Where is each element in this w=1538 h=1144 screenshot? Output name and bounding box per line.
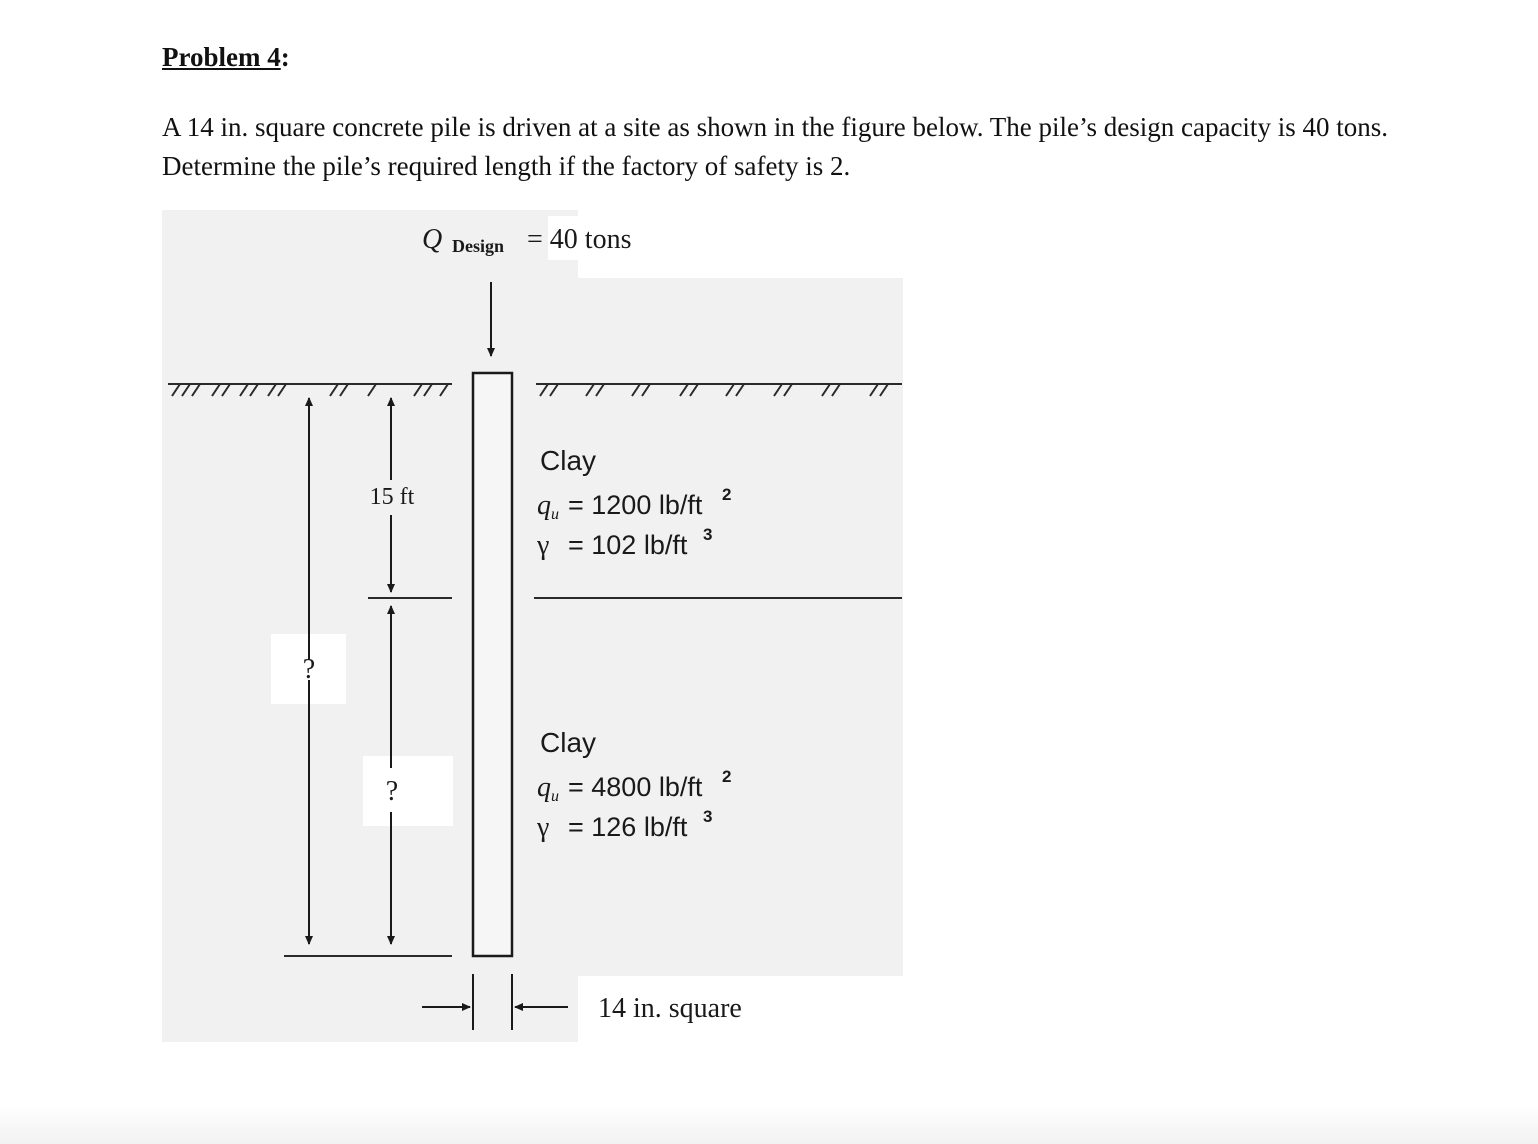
layer2-gamma-symbol: γ — [537, 812, 550, 843]
problem-statement: A 14 in. square concrete pile is driven at a site as shown in the figure below. The pile’s design capacity is 40 tons. Determine the pile’s required length if the factory of safety is 2. — [162, 112, 1388, 181]
figure-background-left — [162, 210, 578, 1042]
total-length-unknown: ? — [302, 654, 316, 685]
layer2-gamma-value: = 126 lb/ft — [568, 812, 688, 842]
bottom-layer-unknown: ? — [385, 776, 399, 807]
pile-width-label: 14 in. square — [598, 993, 742, 1024]
layer2-name: Clay — [540, 727, 597, 758]
layer2-qu-symbol: q — [537, 772, 551, 803]
layer1-gamma-symbol: γ — [537, 530, 550, 561]
load-subscript: Design — [452, 236, 505, 256]
problem-heading-colon: : — [280, 42, 290, 72]
load-symbol: Q — [422, 224, 443, 255]
layer1-gamma-exponent: 3 — [703, 525, 713, 544]
page-bottom-edge — [0, 1104, 1538, 1144]
layer1-gamma-value: = 102 lb/ft — [568, 530, 688, 560]
layer2-qu-subscript: u — [551, 788, 559, 805]
layer1-qu-subscript: u — [551, 506, 559, 523]
top-layer-thickness: 15 ft — [369, 484, 415, 510]
concrete-pile — [473, 373, 512, 956]
layer1-qu-exponent: 2 — [722, 485, 732, 504]
problem-heading-text: Problem 4 — [162, 42, 281, 72]
layer2-qu-exponent: 2 — [722, 767, 732, 786]
layer2-gamma-exponent: 3 — [703, 807, 713, 826]
layer1-qu-symbol: q — [537, 490, 551, 521]
label-box-bottom — [363, 756, 453, 826]
layer2-qu-value: = 4800 lb/ft — [568, 772, 703, 802]
layer1-name: Clay — [540, 445, 597, 476]
load-value: = 40 tons — [527, 224, 632, 255]
figure-background-right — [532, 278, 903, 976]
layer1-qu-value: = 1200 lb/ft — [568, 490, 703, 520]
